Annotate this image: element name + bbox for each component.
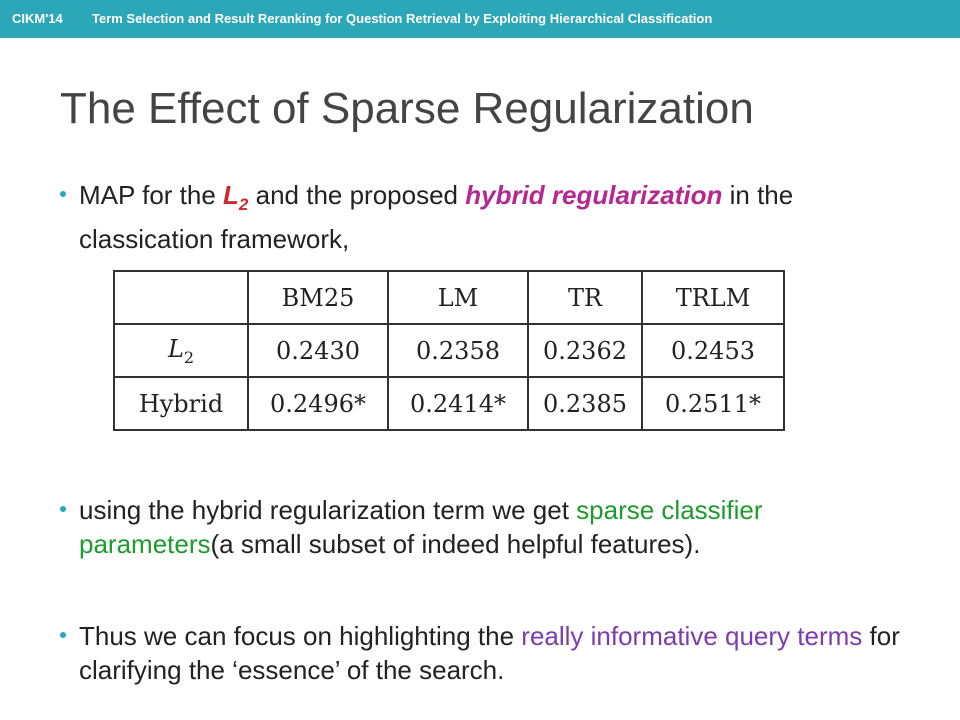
bullet-dot — [60, 632, 66, 638]
bullet-focus — [60, 619, 920, 687]
table-cell: 0.2414* — [388, 377, 528, 430]
row-label-base: L — [167, 334, 184, 363]
bullet-map — [60, 178, 920, 256]
l2-subscript: 2 — [238, 195, 249, 214]
row-label-hybrid: Hybrid — [114, 377, 248, 430]
text-post: (a small subset of indeed helpful features). — [210, 529, 701, 559]
table-cell: 0.2385 — [528, 377, 642, 430]
bullet-text — [79, 178, 920, 256]
text-pre: using the hybrid regularization term we get — [79, 495, 577, 525]
table-header-row — [114, 271, 784, 324]
table-cell: 0.2430 — [248, 324, 388, 377]
table-cell: 0.2453 — [642, 324, 784, 377]
paper-title: Term Selection and Result Reranking for Question Retrieval by Exploiting Hierarchical Classification — [92, 11, 713, 26]
text-post: in the classication framework, — [79, 180, 794, 254]
bullet-dot — [60, 506, 66, 512]
text-pre: MAP for the — [79, 180, 224, 210]
hybrid-term: hybrid regularization — [465, 180, 723, 210]
text-pre: Thus we can focus on highlighting the — [79, 621, 522, 651]
table-header-cell: BM25 — [248, 271, 388, 324]
l2-term — [223, 180, 249, 214]
table-cell: 0.2362 — [528, 324, 642, 377]
conference-label: CIKM'14 — [12, 11, 63, 26]
header-bar — [0, 0, 960, 38]
table-header-cell — [114, 271, 248, 324]
bullet-text — [79, 493, 920, 561]
bullet-dot — [60, 191, 66, 197]
sparse-highlight: sparse classifier parameters — [79, 495, 763, 559]
bullet-sparse — [60, 493, 920, 561]
l2-base: L — [223, 180, 239, 210]
row-label-sub: 2 — [183, 347, 195, 367]
informative-highlight: really informative query terms — [521, 621, 863, 651]
table-row — [114, 324, 784, 377]
text-post: for clarifying the ‘essence’ of the search. — [79, 621, 900, 685]
table-cell: 0.2496* — [248, 377, 388, 430]
bullet-text — [79, 619, 920, 687]
slide-title: The Effect of Sparse Regularization — [60, 84, 754, 133]
table-cell: 0.2358 — [388, 324, 528, 377]
results-table — [113, 270, 785, 431]
table-header-cell: TRLM — [642, 271, 784, 324]
row-label-l2 — [114, 324, 248, 377]
table-cell: 0.2511* — [642, 377, 784, 430]
table-header-cell: TR — [528, 271, 642, 324]
table-header-cell: LM — [388, 271, 528, 324]
text-mid: and the proposed — [248, 180, 466, 210]
table-row — [114, 377, 784, 430]
